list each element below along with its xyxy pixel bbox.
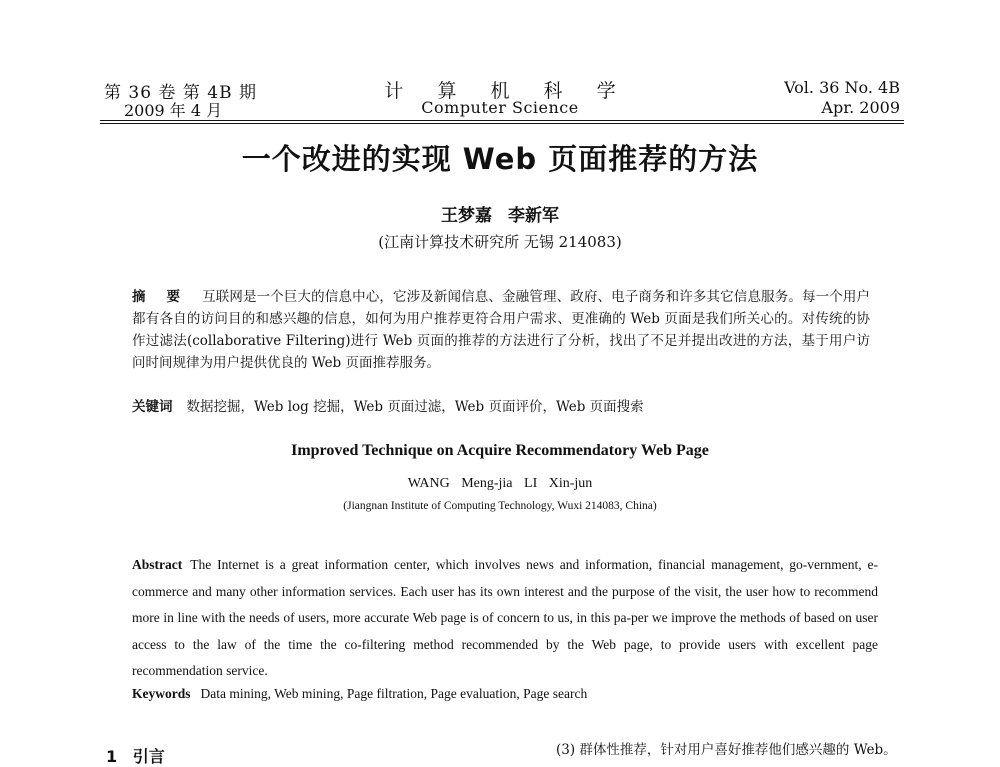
journal-name-cn: 计 算 机 科 学 [384, 80, 630, 102]
keywords-cn [132, 396, 870, 418]
affiliation-en: (Jiangnan Institute of Computing Technology, Wuxi 214083, China) [343, 500, 657, 512]
abstract-en [132, 552, 878, 685]
keywords-en-label: Keywords [132, 686, 191, 701]
volume-issue: 第 36 卷 第 4B 期 [104, 83, 257, 103]
journal-name-en: Computer Science [421, 98, 579, 117]
paper-title-en: Improved Technique on Acquire Recommendatory Web Page [291, 442, 709, 459]
abstract-en-text: The Internet is a great information center, which involves news and information, financial management, go-vernment, e-commerce and many other information services. Each user has its own interest and the purpose of the visit, the user how to recommend more in line with the needs of users, more accurate Web page is of concern to us, in this pa-per we improve the methods of based on user access to the law of the time the co-filtering method recommended by the Web page, to provide users with excellent page recommendation service. [132, 557, 878, 678]
abstract-cn-label: 摘 要 [132, 289, 189, 305]
header-rule-thin [100, 123, 904, 124]
section-heading-introduction: 1 引言 [106, 747, 165, 766]
volume-issue-en: Vol. 36 No. 4B [784, 78, 900, 97]
right-column-text: (3) 群体性推荐，针对用户喜好推荐他们感兴趣的 Web。 [556, 742, 897, 758]
authors-en: WANG Meng-jia LI Xin-jun [407, 476, 593, 491]
header-rule [100, 120, 904, 121]
keywords-en [132, 684, 878, 704]
keywords-en-text: Data mining, Web mining, Page filtration, Page evaluation, Page search [200, 686, 588, 701]
paper-title-cn: 一个改进的实现 Web 页面推荐的方法 [241, 142, 759, 176]
publication-date-cn: 2009 年 4 月 [124, 101, 223, 120]
authors-cn: 王梦嘉 李新军 [441, 206, 559, 226]
affiliation-cn: (江南计算技术研究所 无锡 214083) [378, 233, 622, 251]
abstract-cn [132, 286, 870, 374]
abstract-en-label: Abstract [132, 557, 183, 572]
keywords-cn-label: 关键词 [132, 399, 173, 415]
abstract-cn-text: 互联网是一个巨大的信息中心，它涉及新闻信息、金融管理、政府、电子商务和许多其它信息服务。每一个用户都有各自的访问目的和感兴趣的信息，如何为用户推荐更符合用户需求、更准确的 Web 页面是我们所关心的。对传统的协作过滤法(collaborative Filtering)进行 Web 页面的推荐的方法进行了分析，找出了不足并提出改进的方法，基于用户访问时间规律为用户提供优良的 Web 页面推荐服务。 [132, 289, 871, 371]
publication-date-en: Apr. 2009 [821, 98, 900, 117]
keywords-cn-text: 数据挖掘，Web log 挖掘，Web 页面过滤，Web 页面评价，Web 页面搜索 [186, 399, 644, 415]
